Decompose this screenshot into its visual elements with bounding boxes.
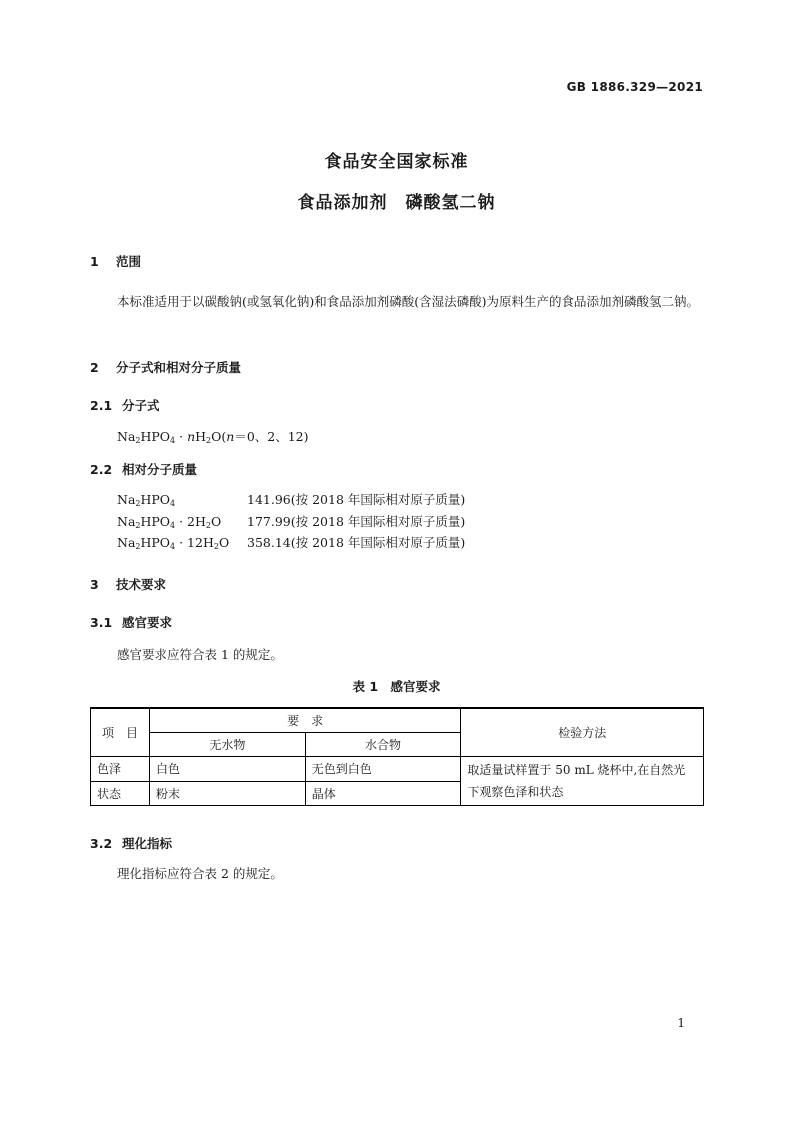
section-number: 2	[90, 360, 99, 375]
section-2-heading	[90, 358, 241, 376]
sensory-requirement-text: 感官要求应符合表 1 的规定。	[117, 647, 283, 662]
header-test-method: 检验方法	[461, 708, 704, 757]
table-header-row	[91, 708, 704, 733]
section-number: 2.2	[90, 462, 113, 477]
section-number: 3.2	[90, 836, 113, 851]
section-title: 感官要求	[122, 615, 173, 630]
molar-mass-value: 177.99(按 2018 年国际相对原子质量)	[247, 514, 466, 529]
standard-title: 食品安全国家标准	[324, 152, 469, 172]
table-1-caption: 表 1 感官要求	[352, 679, 441, 694]
section-title: 分子式和相对分子质量	[116, 360, 242, 375]
header-anhydrous: 无水物	[149, 733, 305, 757]
physicochemical-requirement-text: 理化指标应符合表 2 的规定。	[117, 866, 283, 881]
section-title: 相对分子质量	[122, 462, 198, 477]
section-3-1-heading	[90, 613, 172, 631]
cell-hydrate: 无色到白色	[305, 757, 461, 782]
molar-mass-value: 358.14(按 2018 年国际相对原子质量)	[247, 535, 466, 550]
cell-anhydrous: 白色	[149, 757, 305, 782]
section-number: 2.1	[90, 398, 113, 413]
cell-item: 色泽	[91, 757, 150, 782]
molar-mass-value: 141.96(按 2018 年国际相对原子质量)	[247, 492, 466, 507]
molar-mass-row: $Na_2HPO_4 \cdot 2H_2O$ 177.99(按 2018 年国际相对原子质量)	[117, 514, 466, 530]
section-number: 1	[90, 254, 99, 269]
document-code: GB 1886.329—2021	[566, 80, 703, 94]
page-number: 1	[677, 1016, 685, 1030]
molecular-formula: $Na_2HPO_4 \cdot nH_2O(n=0$、2、12)	[117, 429, 309, 445]
sensory-requirements-table	[90, 707, 704, 806]
header-hydrate: 水合物	[305, 733, 461, 757]
table-row	[91, 757, 704, 782]
header-requirement: 要 求	[149, 708, 460, 733]
header-item: 项 目	[91, 708, 150, 757]
cell-anhydrous: 粉末	[149, 781, 305, 806]
section-title: 分子式	[122, 398, 160, 413]
section-1-heading	[90, 252, 141, 270]
section-3-2-heading	[90, 834, 172, 852]
section-2-1-heading	[90, 396, 160, 414]
section-title: 范围	[116, 254, 142, 269]
cell-hydrate: 晶体	[305, 781, 461, 806]
cell-test-method: 取适量试样置于 50 mL 烧杯中,在自然光下观察色泽和状态	[461, 757, 704, 806]
molar-mass-row: $Na_2HPO_4$ 141.96(按 2018 年国际相对原子质量)	[117, 492, 466, 508]
section-number: 3.1	[90, 615, 113, 630]
standard-subtitle: 食品添加剂 磷酸氢二钠	[297, 193, 496, 213]
section-3-heading	[90, 575, 166, 593]
section-title: 理化指标	[122, 836, 173, 851]
molar-mass-row: $Na_2HPO_4 \cdot 12H_2O$ 358.14(按 2018 年国际相对原子质量)	[117, 535, 466, 551]
scope-paragraph: 本标准适用于以碳酸钠(或氢氧化钠)和食品添加剂磷酸(含湿法磷酸)为原料生产的食品添加剂磷酸氢二钠。	[117, 294, 700, 309]
section-number: 3	[90, 577, 99, 592]
section-2-2-heading	[90, 460, 197, 478]
section-title: 技术要求	[116, 577, 167, 592]
cell-item: 状态	[91, 781, 150, 806]
